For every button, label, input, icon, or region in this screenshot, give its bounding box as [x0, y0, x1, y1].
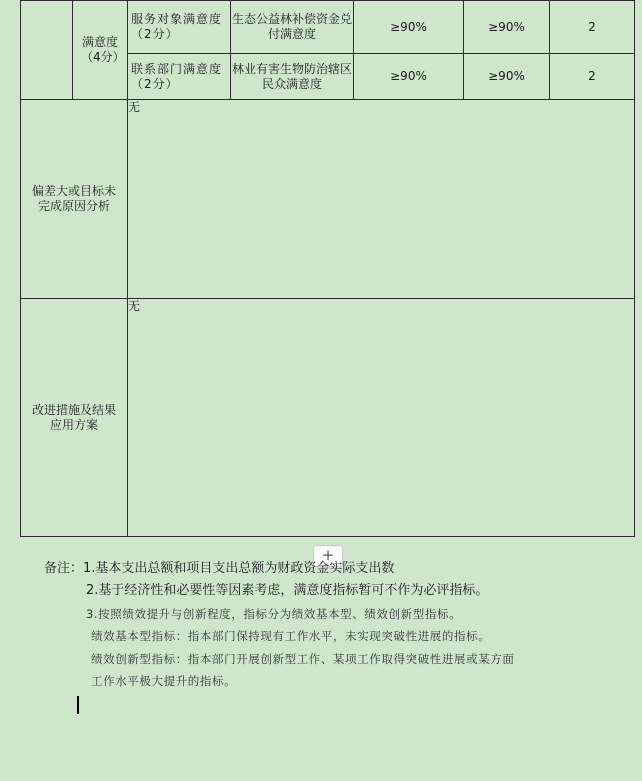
blank-category-cell: [21, 1, 73, 100]
sub-indicator-cell: 联系部门满意度（2分）: [128, 54, 231, 100]
score-cell: 2: [550, 54, 635, 100]
sub-indicator-cell: 服务对象满意度（2分）: [128, 1, 231, 54]
note-text-1: 1.基本支出总额和项目支出总额为财政资金实际支出数: [83, 561, 395, 576]
note-line-1: [44, 561, 394, 577]
table-row: [21, 299, 635, 537]
note-line-3: 3.按照绩效提升与创新程度，指标分为绩效基本型、绩效创新型指标。: [86, 607, 462, 621]
note-line-2: 2.基于经济性和必要性等因素考虑，满意度指标暂可不作为必评指标。: [86, 583, 489, 598]
note-line-4: 绩效基本型指标：指本部门保持现有工作水平，未实现突破性进展的指标。: [91, 629, 491, 643]
note-prefix: 备注：: [44, 561, 84, 576]
text-cursor: [77, 696, 79, 714]
satisfaction-score: （4分）: [81, 50, 125, 64]
indicator-cell: 生态公益林补偿资金兑付满意度: [231, 1, 354, 54]
table-row: [21, 100, 635, 299]
satisfaction-label: 满意度: [81, 35, 118, 49]
deviation-label: 偏差大或目标未完成原因分析: [21, 100, 128, 299]
actual-cell: ≥90%: [464, 1, 550, 54]
add-row-button[interactable]: +: [313, 545, 343, 567]
performance-table: [20, 0, 635, 537]
improvement-label: 改进措施及结果应用方案: [21, 299, 128, 537]
target-cell: ≥90%: [354, 54, 464, 100]
note-line-5: 绩效创新型指标：指本部门开展创新型工作、某项工作取得突破性进展或某方面: [91, 652, 515, 666]
target-cell: ≥90%: [354, 1, 464, 54]
table-row: [21, 1, 635, 54]
satisfaction-label-cell: [73, 1, 128, 100]
actual-cell: ≥90%: [464, 54, 550, 100]
deviation-value[interactable]: 无: [128, 100, 635, 299]
indicator-cell: 林业有害生物防治辖区民众满意度: [231, 54, 354, 100]
note-line-6: 工作水平极大提升的指标。: [91, 674, 237, 688]
score-cell: 2: [550, 1, 635, 54]
improvement-value[interactable]: 无: [128, 299, 635, 537]
